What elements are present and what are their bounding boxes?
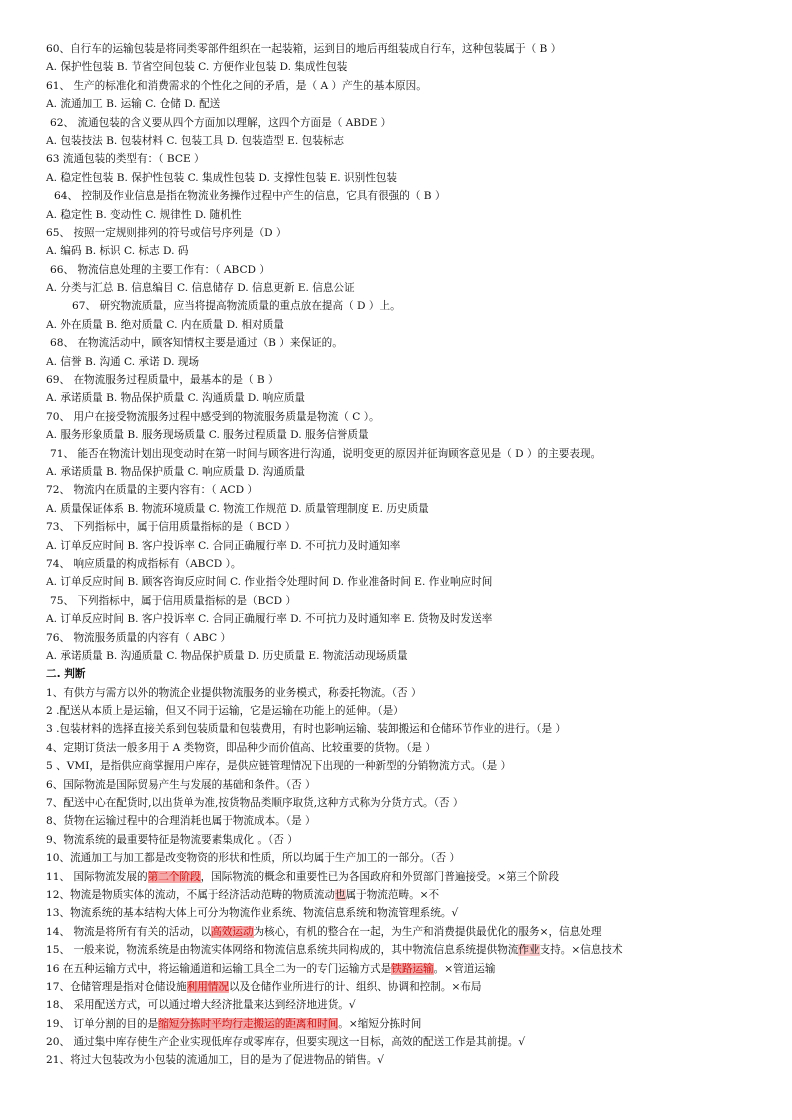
judgment-text: 2 .配送从本质上是运输，但又不同于运输，它是运输在功能上的延伸。（是）: [46, 705, 404, 718]
highlighted-text: 铁路运输: [391, 962, 434, 975]
judgment-item: [46, 886, 766, 904]
options-76: A. 承诺质量 B. 沟通质量 C. 物品保护质量 D. 历史质量 E. 物流活动现场质量: [46, 649, 408, 662]
judgment-item: [46, 868, 766, 886]
highlighted-text: 利用情况: [186, 980, 229, 993]
judgment-item: [46, 1033, 766, 1051]
judgment-item: [46, 757, 766, 775]
judgment-text: 以及仓储作业所进行的计、组织、协调和控制。×布局: [228, 980, 482, 993]
options-62: A. 包装技法 B. 包装材料 C. 包装工具 D. 包装造型 E. 包装标志: [46, 134, 345, 147]
question-65: 65、 按照一定规则排列的符号或信号序列是（D ）: [46, 226, 287, 239]
judgment-text: 17、仓储管理是指对仓储设施: [46, 980, 187, 993]
judgment-item: [46, 794, 766, 812]
judgment-text: 为核心，有机的整合在一起，为生产和消费提供最优化的服务×，信息处理: [253, 925, 602, 938]
judgment-text: 。×管道运输: [433, 962, 496, 975]
judgment-item: [46, 978, 766, 996]
document-page: [46, 40, 766, 1070]
judgment-text: 。×缩短分拣时间: [338, 1017, 422, 1030]
judgment-item: [46, 1015, 766, 1033]
judgment-text: 4、定期订货法一般多用于 A 类物资，即品种少而价值高、比较重要的货物。（是 ）: [46, 741, 436, 754]
question-76: 76、 物流服务质量的内容有（ ABC ）: [46, 631, 232, 644]
question-61: 61、 生产的标准化和消费需求的个性化之间的矛盾，是（ A ）产生的基本原因。: [46, 79, 427, 92]
judgment-item: [46, 849, 766, 867]
judgment-text: 5 、VMI，是指供应商掌握用户库存，是供应链管理情况下出现的一种新型的分销物流方式。（是 ）: [46, 760, 512, 773]
judgment-text: 20、 通过集中库存使生产企业实现低库存或零库存，但要实现这一目标，高效的配送工作是其前提。√: [46, 1036, 526, 1049]
judgment-text: 1、有供方与需方以外的物流企业提供物流服务的业务模式，称委托物流。（否 ）: [46, 686, 422, 699]
judgment-item: [46, 904, 766, 922]
judgment-text: 属于物流范畴。×不: [345, 888, 440, 901]
judgment-text: 19、 订单分割的目的是: [46, 1017, 159, 1030]
judgment-item: [46, 831, 766, 849]
question-67: 67、 研究物流质量，应当将提高物流质量的重点放在提高（ D ）上。: [72, 300, 401, 313]
question-60: 60、自行车的运输包装是将同类零部件组织在一起装箱，运到目的地后再组装成自行车，这种包装属于（ B ）: [46, 43, 562, 55]
question-62: 62、 流通包装的含义要从四个方面加以理解，这四个方面是（ ABDE ）: [50, 116, 392, 129]
judgment-text: 9、物流系统的最重要特征是物流要素集成化 。（否 ）: [46, 833, 298, 846]
options-69: A. 承诺质量 B. 物品保护质量 C. 沟通质量 D. 响应质量: [46, 392, 306, 405]
options-68: A. 信誉 B. 沟通 C. 承诺 D. 现场: [46, 355, 200, 368]
judgment-text: 6、国际物流是国际贸易产生与发展的基础和条件。（否 ）: [46, 778, 316, 791]
judgment-text: 7、配送中心在配货时,以出货单为准,按货物品类顺序取货,这种方式称为分货方式。（否 ）: [46, 797, 464, 810]
judgment-item: [46, 702, 766, 720]
judgment-item: [46, 1051, 766, 1069]
options-72: A. 质量保证体系 B. 物流环境质量 C. 物流工作规范 D. 质量管理制度 E. 历史质量: [46, 502, 429, 515]
judgment-item: [46, 941, 766, 959]
question-63: 63 流通包装的类型有：（ BCE ）: [46, 153, 205, 166]
judgment-text: 11、 国际物流发展的: [46, 870, 148, 883]
judgment-text: 10、流通加工与加工都是改变物资的形状和性质，所以均属于生产加工的一部分。（否 ）: [46, 852, 461, 865]
judgment-item: [46, 996, 766, 1014]
judgment-text: 支持。×信息技术: [539, 944, 623, 957]
question-74: 74、 响应质量的构成指标有（ABCD ）。: [46, 557, 242, 570]
judgment-text: 16 在五种运输方式中，将运输通道和运输工具全二为一的专门运输方式是: [46, 962, 392, 975]
question-71: 71、 能否在物流计划出现变动时在第一时间与顾客进行沟通，说明变更的原因并征询顾客意见是（ D ）的主要表现。: [50, 447, 602, 460]
options-65: A. 编码 B. 标识 C. 标志 D. 码: [46, 245, 189, 258]
judgment-text: 14、 物流是将所有有关的活动，以: [46, 925, 212, 938]
judgment-text: 13、物流系统的基本结构大体上可分为物流作业系统、物流信息系统和物流管理系统。√: [46, 907, 459, 920]
highlighted-text: 高效运动: [211, 925, 254, 938]
options-63: A. 稳定性包装 B. 保护性包装 C. 集成性包装 D. 支撑性包装 E. 识别性包装: [46, 171, 397, 184]
judgment-item: [46, 776, 766, 794]
judgment-text: 12、物流是物质实体的流动，不属于经济活动范畴的物质流动: [46, 888, 335, 901]
options-66: A. 分类与汇总 B. 信息编目 C. 信息储存 D. 信息更新 E. 信息公证: [46, 282, 355, 295]
judgment-item: [46, 960, 766, 978]
judgment-text: 3 .包装材料的选择直接关系到包装质量和包装费用，有时也影响运输、装卸搬运和仓储环节作业的进行。（是 ）: [46, 723, 567, 736]
highlighted-text: 缩短分拣时平均行走搬运的距离和时间: [158, 1017, 339, 1030]
judgment-text: 18、 采用配送方式，可以通过增大经济批量来达到经济地进货。√: [46, 999, 356, 1012]
options-70: A. 服务形象质量 B. 服务现场质量 C. 服务过程质量 D. 服务信誉质量: [46, 429, 369, 442]
question-73: 73、 下列指标中，属于信用质量指标的是（ BCD ）: [46, 521, 296, 534]
judgment-text: 8、货物在运输过程中的合理消耗也属于物流成本。（是 ）: [46, 815, 316, 828]
options-60: A. 保护性包装 B. 节省空间包装 C. 方便作业包装 D. 集成性包装: [46, 61, 348, 74]
highlighted-text: 也: [334, 888, 346, 901]
question-70: 70、 用户在接受物流服务过程中感受到的物流服务质量是物流（ C ）。: [46, 410, 380, 423]
options-73: A. 订单反应时间 B. 客户投诉率 C. 合同正确履行率 D. 不可抗力及时通知率: [46, 539, 401, 552]
question-75: 75、 下列指标中，属于信用质量指标的是（BCD ）: [50, 594, 297, 607]
options-61: A. 流通加工 B. 运输 C. 仓储 D. 配送: [46, 98, 221, 111]
options-64: A. 稳定性 B. 变动性 C. 规律性 D. 随机性: [46, 208, 242, 221]
judgment-item: [46, 684, 766, 702]
section-title-judgment: 二. 判断: [46, 668, 86, 681]
judgment-text: 21、将过大包装改为小包装的流通加工，目的是为了促进物品的销售。√: [46, 1054, 385, 1067]
question-69: 69、 在物流服务过程质量中，最基本的是（ B ）: [46, 374, 279, 387]
question-72: 72、 物流内在质量的主要内容有：（ ACD ）: [46, 484, 259, 497]
options-67: A. 外在质量 B. 绝对质量 C. 内在质量 D. 相对质量: [46, 318, 284, 331]
question-68: 68、 在物流活动中，顾客知情权主要是通过（B ）来保证的。: [50, 337, 343, 350]
question-66: 66、 物流信息处理的主要工作有：（ ABCD ）: [50, 263, 271, 276]
options-74: A. 订单反应时间 B. 顾客咨询反应时间 C. 作业指令处理时间 D. 作业准备时间 E. 作业响应时间: [46, 576, 493, 589]
question-64: 64、 控制及作业信息是指在物流业务操作过程中产生的信息，它具有很强的（ B ）: [54, 190, 446, 203]
judgment-item: [46, 739, 766, 757]
judgment-text: ，国际物流的概念和重要性已为各国政府和外贸部门普遍接受。×第三个阶段: [200, 870, 560, 883]
judgment-text: 15、 一般来说，物流系统是由物流实体网络和物流信息系统共同构成的，其中物流信息系统提供物流: [46, 944, 519, 957]
judgment-item: [46, 923, 766, 941]
options-75: A. 订单反应时间 B. 客户投诉率 C. 合同正确履行率 D. 不可抗力及时通知率 E. 货物及时发送率: [46, 613, 493, 626]
highlighted-text: 作业: [518, 944, 540, 957]
judgment-item: [46, 812, 766, 830]
highlighted-text: 第二个阶段: [147, 870, 201, 883]
options-71: A. 承诺质量 B. 物品保护质量 C. 响应质量 D. 沟通质量: [46, 465, 306, 478]
judgment-item: [46, 720, 766, 738]
